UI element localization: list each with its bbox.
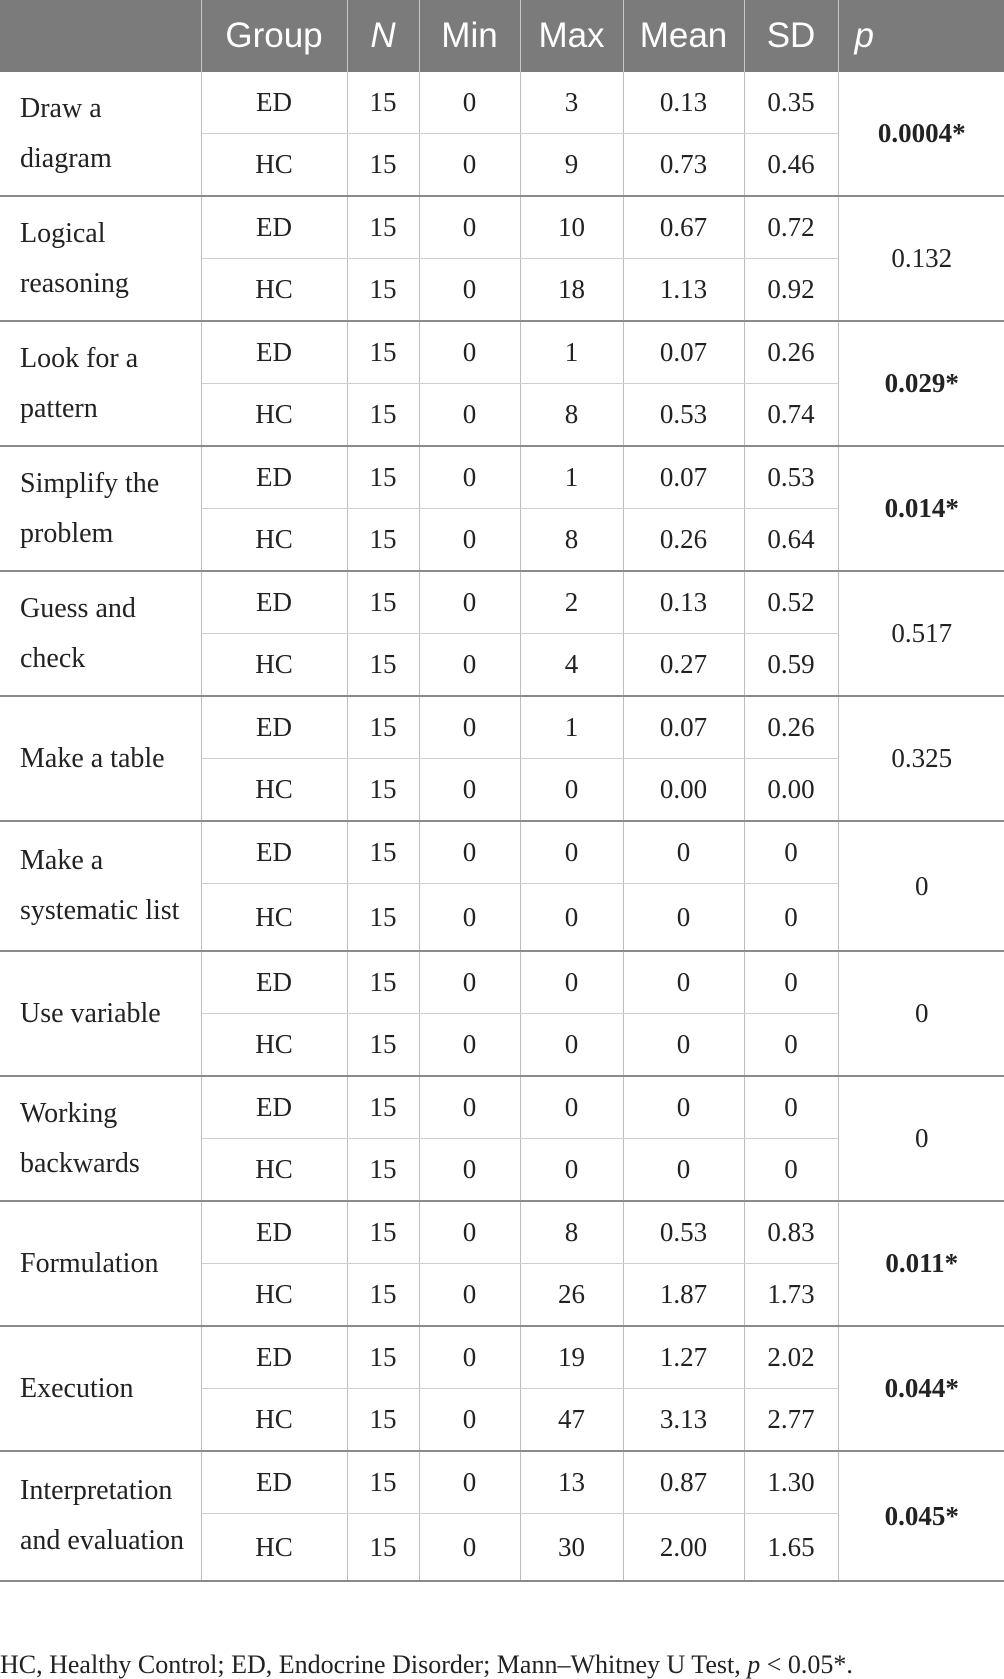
cell-min: 0 bbox=[419, 196, 520, 259]
strategy-label: Look for a pattern bbox=[0, 321, 201, 446]
cell-min: 0 bbox=[419, 1264, 520, 1327]
cell-sd: 2.02 bbox=[744, 1326, 838, 1389]
table-row bbox=[0, 1201, 1004, 1264]
header-sd: SD bbox=[744, 0, 838, 72]
p-value: 0 bbox=[838, 951, 1004, 1076]
cell-mean: 0 bbox=[623, 821, 744, 884]
strategy-label: Make a table bbox=[0, 696, 201, 821]
cell-min: 0 bbox=[419, 446, 520, 509]
cell-mean: 0.07 bbox=[623, 696, 744, 759]
cell-n: 15 bbox=[347, 1451, 419, 1514]
cell-n: 15 bbox=[347, 696, 419, 759]
table-row bbox=[0, 1076, 1004, 1139]
cell-mean: 0.13 bbox=[623, 571, 744, 634]
cell-max: 26 bbox=[520, 1264, 623, 1327]
footnote-suffix: < 0.05*. bbox=[760, 1650, 853, 1679]
p-value: 0.517 bbox=[838, 571, 1004, 696]
cell-sd: 0.26 bbox=[744, 696, 838, 759]
cell-sd: 0 bbox=[744, 951, 838, 1014]
cell-sd: 0.72 bbox=[744, 196, 838, 259]
cell-n: 15 bbox=[347, 1014, 419, 1077]
cell-min: 0 bbox=[419, 259, 520, 322]
cell-n: 15 bbox=[347, 1076, 419, 1139]
cell-group: ED bbox=[201, 321, 347, 384]
cell-group: ED bbox=[201, 196, 347, 259]
cell-group: HC bbox=[201, 384, 347, 447]
cell-mean: 0 bbox=[623, 1139, 744, 1202]
cell-group: ED bbox=[201, 821, 347, 884]
p-value: 0.044* bbox=[838, 1326, 1004, 1451]
cell-min: 0 bbox=[419, 759, 520, 822]
cell-mean: 0 bbox=[623, 1076, 744, 1139]
p-value: 0.014* bbox=[838, 446, 1004, 571]
cell-group: HC bbox=[201, 509, 347, 572]
p-value: 0.011* bbox=[838, 1201, 1004, 1326]
cell-max: 8 bbox=[520, 509, 623, 572]
cell-group: HC bbox=[201, 259, 347, 322]
cell-min: 0 bbox=[419, 1139, 520, 1202]
cell-sd: 0.92 bbox=[744, 259, 838, 322]
cell-group: ED bbox=[201, 446, 347, 509]
cell-mean: 2.00 bbox=[623, 1514, 744, 1582]
cell-sd: 0 bbox=[744, 1139, 838, 1202]
cell-n: 15 bbox=[347, 72, 419, 134]
p-value: 0 bbox=[838, 821, 1004, 951]
cell-sd: 0 bbox=[744, 1014, 838, 1077]
cell-sd: 1.30 bbox=[744, 1451, 838, 1514]
cell-min: 0 bbox=[419, 1451, 520, 1514]
cell-n: 15 bbox=[347, 951, 419, 1014]
cell-n: 15 bbox=[347, 1514, 419, 1582]
table-row bbox=[0, 951, 1004, 1014]
cell-mean: 0.73 bbox=[623, 134, 744, 197]
header-max: Max bbox=[520, 0, 623, 72]
cell-sd: 0.74 bbox=[744, 384, 838, 447]
cell-max: 3 bbox=[520, 72, 623, 134]
cell-max: 1 bbox=[520, 446, 623, 509]
cell-min: 0 bbox=[419, 571, 520, 634]
cell-min: 0 bbox=[419, 634, 520, 697]
cell-group: HC bbox=[201, 634, 347, 697]
footnote-prefix: HC, Healthy Control; ED, Endocrine Disorder; Mann–Whitney U Test, bbox=[0, 1650, 748, 1679]
strategy-label: Draw a diagram bbox=[0, 72, 201, 196]
cell-n: 15 bbox=[347, 446, 419, 509]
cell-group: HC bbox=[201, 1264, 347, 1327]
cell-group: HC bbox=[201, 1014, 347, 1077]
strategy-label: Make a systematic list bbox=[0, 821, 201, 951]
cell-group: ED bbox=[201, 696, 347, 759]
cell-sd: 2.77 bbox=[744, 1389, 838, 1452]
strategy-label: Simplify the problem bbox=[0, 446, 201, 571]
cell-mean: 0 bbox=[623, 1014, 744, 1077]
table-row bbox=[0, 1451, 1004, 1514]
table-body bbox=[0, 72, 1004, 1581]
strategy-label: Execution bbox=[0, 1326, 201, 1451]
header-mean: Mean bbox=[623, 0, 744, 72]
strategy-label: Guess and check bbox=[0, 571, 201, 696]
cell-group: ED bbox=[201, 72, 347, 134]
cell-min: 0 bbox=[419, 1201, 520, 1264]
header-label bbox=[0, 0, 201, 72]
p-value: 0.029* bbox=[838, 321, 1004, 446]
cell-max: 10 bbox=[520, 196, 623, 259]
cell-mean: 0.27 bbox=[623, 634, 744, 697]
cell-mean: 0.53 bbox=[623, 1201, 744, 1264]
cell-sd: 0.59 bbox=[744, 634, 838, 697]
cell-max: 19 bbox=[520, 1326, 623, 1389]
cell-sd: 0 bbox=[744, 1076, 838, 1139]
cell-sd: 1.65 bbox=[744, 1514, 838, 1582]
cell-min: 0 bbox=[419, 821, 520, 884]
strategy-label: Working backwards bbox=[0, 1076, 201, 1201]
cell-max: 0 bbox=[520, 759, 623, 822]
cell-sd: 0.35 bbox=[744, 72, 838, 134]
cell-max: 0 bbox=[520, 821, 623, 884]
cell-sd: 1.73 bbox=[744, 1264, 838, 1327]
cell-group: ED bbox=[201, 1201, 347, 1264]
cell-mean: 0.87 bbox=[623, 1451, 744, 1514]
table-row bbox=[0, 72, 1004, 134]
strategy-label: Formulation bbox=[0, 1201, 201, 1326]
header-min: Min bbox=[419, 0, 520, 72]
cell-max: 30 bbox=[520, 1514, 623, 1582]
cell-max: 1 bbox=[520, 696, 623, 759]
cell-min: 0 bbox=[419, 951, 520, 1014]
cell-min: 0 bbox=[419, 1389, 520, 1452]
cell-min: 0 bbox=[419, 72, 520, 134]
cell-max: 8 bbox=[520, 384, 623, 447]
footnote-p-symbol: p bbox=[747, 1650, 761, 1679]
cell-group: HC bbox=[201, 1139, 347, 1202]
p-value: 0.0004* bbox=[838, 72, 1004, 196]
table-row bbox=[0, 446, 1004, 509]
cell-group: HC bbox=[201, 1514, 347, 1582]
cell-min: 0 bbox=[419, 509, 520, 572]
cell-mean: 0.07 bbox=[623, 446, 744, 509]
cell-sd: 0.53 bbox=[744, 446, 838, 509]
cell-mean: 0.53 bbox=[623, 384, 744, 447]
cell-n: 15 bbox=[347, 634, 419, 697]
cell-n: 15 bbox=[347, 384, 419, 447]
cell-mean: 0.26 bbox=[623, 509, 744, 572]
cell-n: 15 bbox=[347, 884, 419, 952]
cell-max: 0 bbox=[520, 1139, 623, 1202]
cell-min: 0 bbox=[419, 696, 520, 759]
cell-n: 15 bbox=[347, 1264, 419, 1327]
cell-sd: 0 bbox=[744, 884, 838, 952]
p-value: 0.132 bbox=[838, 196, 1004, 321]
cell-n: 15 bbox=[347, 196, 419, 259]
cell-max: 0 bbox=[520, 1014, 623, 1077]
cell-max: 18 bbox=[520, 259, 623, 322]
table-row bbox=[0, 196, 1004, 259]
cell-min: 0 bbox=[419, 384, 520, 447]
cell-n: 15 bbox=[347, 134, 419, 197]
cell-n: 15 bbox=[347, 259, 419, 322]
strategy-label: Logical reasoning bbox=[0, 196, 201, 321]
cell-max: 9 bbox=[520, 134, 623, 197]
cell-group: ED bbox=[201, 1326, 347, 1389]
cell-min: 0 bbox=[419, 1014, 520, 1077]
cell-group: ED bbox=[201, 571, 347, 634]
cell-sd: 0.46 bbox=[744, 134, 838, 197]
table-row bbox=[0, 571, 1004, 634]
header-n: N bbox=[347, 0, 419, 72]
cell-n: 15 bbox=[347, 759, 419, 822]
cell-group: ED bbox=[201, 951, 347, 1014]
cell-min: 0 bbox=[419, 884, 520, 952]
header-group: Group bbox=[201, 0, 347, 72]
cell-group: ED bbox=[201, 1076, 347, 1139]
cell-min: 0 bbox=[419, 1076, 520, 1139]
cell-max: 0 bbox=[520, 951, 623, 1014]
cell-group: HC bbox=[201, 134, 347, 197]
cell-max: 47 bbox=[520, 1389, 623, 1452]
cell-max: 8 bbox=[520, 1201, 623, 1264]
cell-mean: 0 bbox=[623, 884, 744, 952]
cell-min: 0 bbox=[419, 1326, 520, 1389]
strategy-label: Use variable bbox=[0, 951, 201, 1076]
p-value: 0.045* bbox=[838, 1451, 1004, 1581]
cell-group: HC bbox=[201, 884, 347, 952]
table-header bbox=[0, 0, 1004, 72]
cell-n: 15 bbox=[347, 1139, 419, 1202]
cell-mean: 0.13 bbox=[623, 72, 744, 134]
strategy-label: Interpretation and evaluation bbox=[0, 1451, 201, 1581]
cell-max: 1 bbox=[520, 321, 623, 384]
cell-sd: 0.83 bbox=[744, 1201, 838, 1264]
cell-max: 2 bbox=[520, 571, 623, 634]
table-footnote bbox=[0, 1652, 853, 1678]
table-row bbox=[0, 696, 1004, 759]
cell-mean: 0.07 bbox=[623, 321, 744, 384]
header-row bbox=[0, 0, 1004, 72]
cell-mean: 0.67 bbox=[623, 196, 744, 259]
cell-mean: 3.13 bbox=[623, 1389, 744, 1452]
table-row bbox=[0, 321, 1004, 384]
cell-min: 0 bbox=[419, 134, 520, 197]
cell-n: 15 bbox=[347, 321, 419, 384]
cell-n: 15 bbox=[347, 1326, 419, 1389]
p-value: 0 bbox=[838, 1076, 1004, 1201]
cell-group: HC bbox=[201, 1389, 347, 1452]
cell-min: 0 bbox=[419, 321, 520, 384]
cell-sd: 0.26 bbox=[744, 321, 838, 384]
cell-group: ED bbox=[201, 1451, 347, 1514]
cell-mean: 1.13 bbox=[623, 259, 744, 322]
cell-n: 15 bbox=[347, 509, 419, 572]
cell-group: HC bbox=[201, 759, 347, 822]
cell-sd: 0.64 bbox=[744, 509, 838, 572]
table-row bbox=[0, 821, 1004, 884]
cell-mean: 1.87 bbox=[623, 1264, 744, 1327]
cell-mean: 1.27 bbox=[623, 1326, 744, 1389]
cell-mean: 0.00 bbox=[623, 759, 744, 822]
cell-min: 0 bbox=[419, 1514, 520, 1582]
cell-max: 0 bbox=[520, 1076, 623, 1139]
cell-sd: 0 bbox=[744, 821, 838, 884]
cell-max: 0 bbox=[520, 884, 623, 952]
cell-n: 15 bbox=[347, 821, 419, 884]
cell-max: 13 bbox=[520, 1451, 623, 1514]
p-value: 0.325 bbox=[838, 696, 1004, 821]
cell-n: 15 bbox=[347, 1389, 419, 1452]
header-p: p bbox=[838, 0, 1004, 72]
cell-sd: 0.00 bbox=[744, 759, 838, 822]
cell-mean: 0 bbox=[623, 951, 744, 1014]
cell-n: 15 bbox=[347, 571, 419, 634]
cell-sd: 0.52 bbox=[744, 571, 838, 634]
cell-max: 4 bbox=[520, 634, 623, 697]
cell-n: 15 bbox=[347, 1201, 419, 1264]
table-row bbox=[0, 1326, 1004, 1389]
